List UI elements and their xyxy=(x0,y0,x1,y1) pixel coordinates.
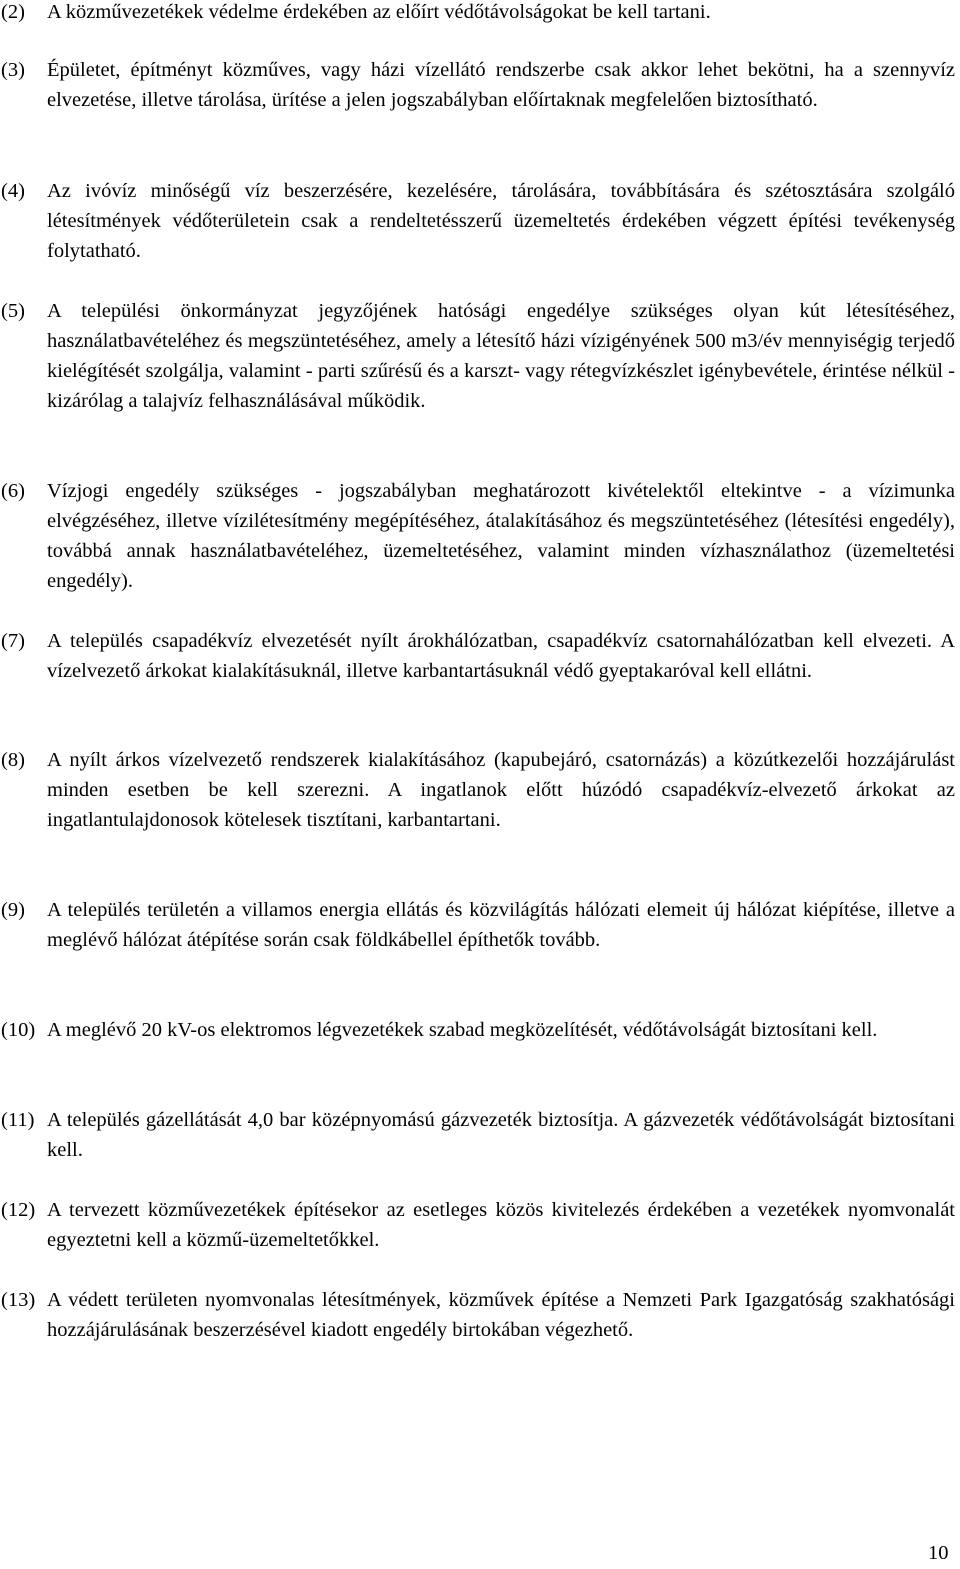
paragraph-number: (12) xyxy=(1,1199,36,1221)
paragraph-2 xyxy=(0,0,955,27)
paragraph-number: (5) xyxy=(1,300,25,322)
paragraph-4 xyxy=(0,176,955,266)
paragraph-12 xyxy=(0,1195,955,1255)
paragraph-text: A település csapadékvíz elvezetését nyílt árokhálózatban, csapadékvíz csatornahálózatban kell elvezeti. A vízelvezető árkokat kialakításuknál, illetve karbantartásuknál védő gyeptakaróval kell ellátni. xyxy=(47,630,955,682)
paragraph-6 xyxy=(0,476,955,596)
paragraph-text: A tervezett közművezetékek építésekor az esetleges közös kivitelezés érdekében a vezetékek nyomvonalát egyeztetni kell a közmű-üzemeltetőkkel. xyxy=(47,1199,955,1251)
paragraph-10 xyxy=(0,1015,955,1045)
paragraph-text: A meglévő 20 kV-os elektromos légvezetékek szabad megközelítését, védőtávolságát biztosítani kell. xyxy=(47,1019,878,1041)
paragraph-text: A közművezetékek védelme érdekében az előírt védőtávolságokat be kell tartani. xyxy=(47,1,711,23)
paragraph-text: Vízjogi engedély szükséges - jogszabályban meghatározott kivételektől eltekintve - a vízimunka elvégzéséhez, illetve vízilétesítmény megépítéséhez, átalakításához és megszüntetéséhez (létesítési engedély), továbbá annak használatbavételéhez, üzemeltetéséhez, valamint minden vízhasználathoz (üzemeltetési engedély). xyxy=(47,480,955,592)
paragraph-number: (2) xyxy=(1,1,25,23)
paragraph-number: (10) xyxy=(1,1019,36,1041)
paragraph-number: (9) xyxy=(1,899,25,921)
paragraph-text: A települési önkormányzat jegyzőjének hatósági engedélye szükséges olyan kút létesítéséhez, használatbavételéhez és megszüntetéséhez, amely a létesítő házi vízigényének 500 m3/év mennyiségig terjedő kielégítését szolgálja, valamint - parti szűrésű és a karszt- vagy rétegvízkészlet igénybevétele, érintése nélkül - kizárólag a talajvíz felhasználásával működik. xyxy=(47,300,955,412)
paragraph-3 xyxy=(0,55,955,115)
paragraph-5 xyxy=(0,296,955,416)
paragraph-9 xyxy=(0,895,955,955)
paragraph-13 xyxy=(0,1285,955,1345)
paragraph-7 xyxy=(0,626,955,686)
paragraph-number: (3) xyxy=(1,59,25,81)
paragraph-text: A település gázellátását 4,0 bar középnyomású gázvezeték biztosítja. A gázvezeték védőtávolságát biztosítani kell. xyxy=(47,1109,955,1161)
paragraph-text: A nyílt árkos vízelvezető rendszerek kialakításához (kapubejáró, csatornázás) a közútkezelői hozzájárulást minden esetben be kell szerezni. A ingatlanok előtt húzódó csapadékvíz-elvezető árkokat az ingatlantulajdonosok kötelesek tisztítani, karbantartani. xyxy=(47,749,955,831)
paragraph-text: Épületet, építményt közműves, vagy házi vízellátó rendszerbe csak akkor lehet bekötni, ha a szennyvíz elvezetése, illetve tárolása, ürítése a jelen jogszabályban előírtaknak megfelelően biztosítható. xyxy=(47,59,955,111)
paragraph-number: (11) xyxy=(1,1109,35,1131)
page-number: 10 xyxy=(928,1542,949,1564)
paragraph-text: A védett területen nyomvonalas létesítmények, közművek építése a Nemzeti Park Igazgatóság szakhatósági hozzájárulásának beszerzésével kiadott engedély birtokában végezhető. xyxy=(47,1289,955,1341)
paragraph-number: (8) xyxy=(1,749,25,771)
paragraph-number: (7) xyxy=(1,630,25,652)
paragraph-number: (6) xyxy=(1,480,25,502)
paragraph-11 xyxy=(0,1105,955,1165)
paragraph-8 xyxy=(0,745,955,835)
paragraph-text: Az ivóvíz minőségű víz beszerzésére, kezelésére, tárolására, továbbítására és szétosztására szolgáló létesítmények védőterületein csak a rendeltetésszerű üzemeltetés érdekében végzett építési tevékenység folytatható. xyxy=(47,180,955,262)
paragraph-text: A település területén a villamos energia ellátás és közvilágítás hálózati elemeit új hálózat kiépítése, illetve a meglévő hálózat átépítése során csak földkábellel építhetők tovább. xyxy=(47,899,955,951)
paragraph-number: (4) xyxy=(1,180,25,202)
paragraph-number: (13) xyxy=(1,1289,36,1311)
